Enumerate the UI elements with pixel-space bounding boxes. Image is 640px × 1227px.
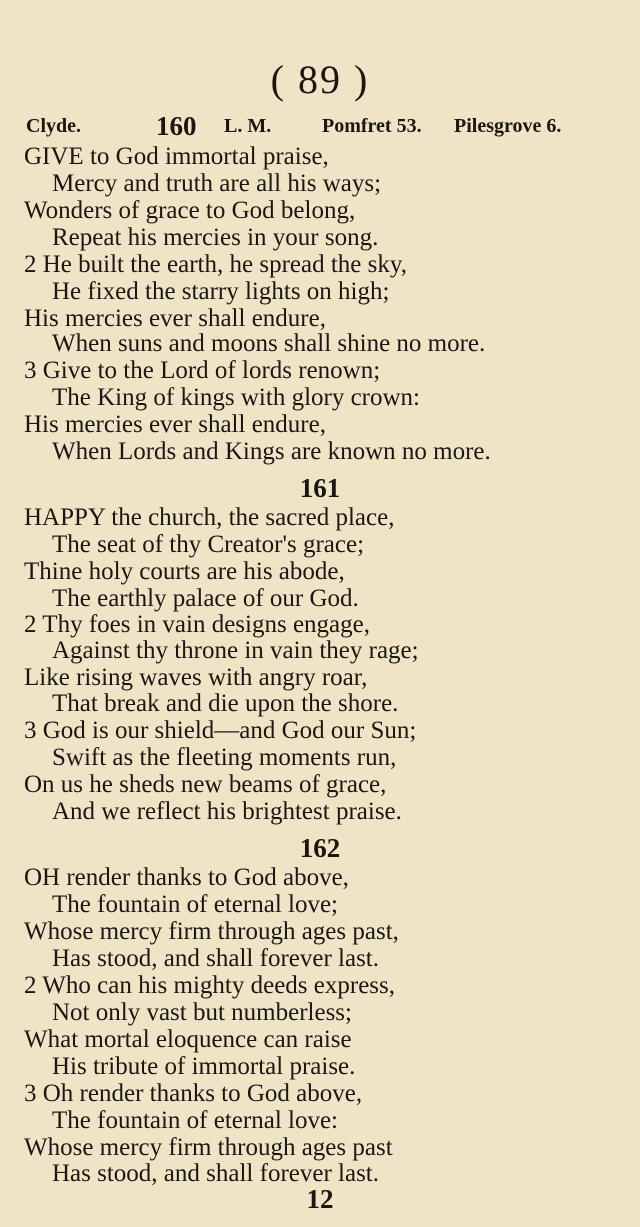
signature-mark: 12 (306, 1184, 334, 1214)
hymn-162-line-7: What mortal eloquence can raise (24, 1026, 352, 1053)
tune-header (26, 112, 616, 140)
hymn-160-line-5: 2 He built the earth, he spread the sky, (24, 251, 407, 278)
hymn-161-line-2: The seat of thy Creator's grace; (52, 531, 365, 558)
hymn-160-line-3: Wonders of grace to God belong, (24, 197, 356, 224)
hymn-161-line-3: Thine holy courts are his abode, (24, 558, 345, 585)
hymn-160-line-6: He fixed the starry lights on high; (52, 278, 390, 305)
hymn-162-line-6: Not only vast but numberless; (52, 999, 352, 1026)
tune-name-middle: Pomfret 53. (322, 115, 422, 137)
page-number: ( 89 ) (270, 57, 370, 102)
tune-name-left: Clyde. (26, 115, 81, 137)
hymn-161-line-8: That break and die upon the shore. (52, 690, 399, 717)
hymn-160-line-12: When Lords and Kings are known no more. (52, 438, 491, 465)
hymn-162-line-4: Has stood, and shall forever last. (52, 945, 380, 972)
hymn-162-line-8: His tribute of immortal praise. (52, 1053, 356, 1080)
tune-hymn-number: 160 (156, 111, 197, 141)
hymn-162-line-11: Whose mercy firm through ages past (24, 1134, 393, 1161)
tune-name-right: Pilesgrove 6. (454, 115, 562, 137)
hymn-160-line-2: Mercy and truth are all his ways; (52, 170, 382, 197)
tune-meter: L. M. (224, 115, 272, 137)
hymn-161-line-5: 2 Thy foes in vain designs engage, (24, 611, 370, 638)
hymn-161-line-6: Against thy throne in vain they rage; (52, 637, 419, 664)
hymn-number-162: 162 (299, 833, 341, 863)
hymn-162-line-9: 3 Oh render thanks to God above, (24, 1080, 363, 1107)
hymn-162-line-3: Whose mercy firm through ages past, (24, 918, 399, 945)
hymn-160-line-10: The King of kings with glory crown: (52, 384, 421, 411)
hymn-162-line-1: OH render thanks to God above, (24, 864, 349, 891)
hymn-160-line-1: GIVE to God immortal praise, (24, 143, 329, 170)
hymn-162-line-10: The fountain of eternal love: (52, 1107, 338, 1134)
hymn-162-line-5: 2 Who can his mighty deeds express, (24, 972, 395, 999)
hymn-161-line-7: Like rising waves with angry roar, (24, 664, 368, 691)
hymn-160-line-4: Repeat his mercies in your song. (52, 224, 379, 251)
hymn-161-line-4: The earthly palace of our God. (52, 585, 359, 612)
hymn-number-161: 161 (299, 473, 341, 503)
hymn-160-line-8: When suns and moons shall shine no more. (52, 330, 486, 357)
hymn-161-line-11: On us he sheds new beams of grace, (24, 771, 387, 798)
hymn-161-line-9: 3 God is our shield—and God our Sun; (24, 717, 417, 744)
hymn-160-line-7: His mercies ever shall endure, (24, 305, 326, 332)
hymn-161-line-10: Swift as the fleeting moments run, (52, 744, 397, 771)
hymn-160-line-11: His mercies ever shall endure, (24, 411, 326, 438)
hymn-162-line-12: Has stood, and shall forever last. (52, 1160, 380, 1187)
hymn-161-line-1: HAPPY the church, the sacred place, (24, 504, 395, 531)
hymn-162-line-2: The fountain of eternal love; (52, 891, 338, 918)
hymn-161-line-12: And we reflect his brightest praise. (52, 798, 402, 825)
hymn-160-line-9: 3 Give to the Lord of lords renown; (24, 357, 381, 384)
